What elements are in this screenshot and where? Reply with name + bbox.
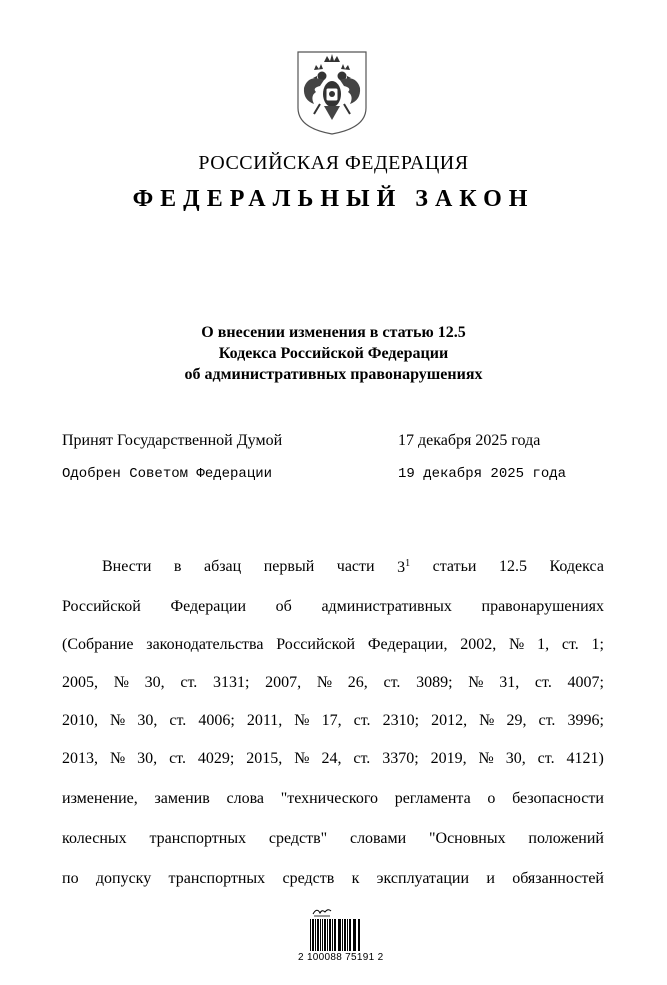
body-line: 2013, № 30, ст. 4029; 2015, № 24, ст. 3370; 2019, № 30, ст. 4121) bbox=[62, 750, 604, 767]
approved-label: Одобрен Советом Федерации bbox=[62, 466, 273, 482]
coat-of-arms-icon bbox=[294, 48, 370, 136]
law-title-line: О внесении изменения в статью 12.5 bbox=[201, 324, 466, 341]
approved-date: 19 декабря 2025 года bbox=[398, 466, 567, 482]
document-type-heading: ФЕДЕРАЛЬНЫЙ ЗАКОН bbox=[132, 186, 535, 212]
body-line: Российской Федерации об административных правонарушениях bbox=[62, 598, 604, 615]
body-line: 2010, № 30, ст. 4006; 2011, № 17, ст. 2310; 2012, № 29, ст. 3996; bbox=[62, 712, 604, 729]
barcode-bar bbox=[347, 919, 348, 951]
law-title-line: об административных правонарушениях bbox=[184, 366, 483, 383]
body-line: изменение, заменив слова "технического регламента о безопасности bbox=[62, 790, 604, 807]
body-line: 2005, № 30, ст. 3131; 2007, № 26, ст. 3089; № 31, ст. 4007; bbox=[62, 674, 604, 691]
country-heading: РОССИЙСКАЯ ФЕДЕРАЦИЯ bbox=[198, 152, 469, 174]
adopted-date: 17 декабря 2025 года bbox=[398, 432, 541, 449]
barcode-number: 2 100088 75191 2 bbox=[298, 952, 384, 963]
barcode-bar bbox=[334, 919, 335, 951]
barcode bbox=[298, 905, 384, 975]
signature-mark-icon bbox=[312, 905, 332, 917]
barcode-bar bbox=[318, 919, 319, 951]
body-line: колесных транспортных средств" словами "Основных положений bbox=[62, 830, 604, 847]
body-line: (Собрание законодательства Российской Федерации, 2002, № 1, ст. 1; bbox=[62, 636, 604, 653]
law-title-line: Кодекса Российской Федерации bbox=[218, 345, 449, 362]
law-title bbox=[0, 322, 667, 385]
adopted-label: Принят Государственной Думой bbox=[62, 432, 283, 449]
barcode-bars bbox=[310, 919, 360, 951]
body-line: Внести в абзац первый части $3^1$ статьи 12.5 Кодекса bbox=[102, 558, 604, 576]
body-line: по допуску транспортных средств к эксплуатации и обязанностей bbox=[62, 870, 604, 887]
